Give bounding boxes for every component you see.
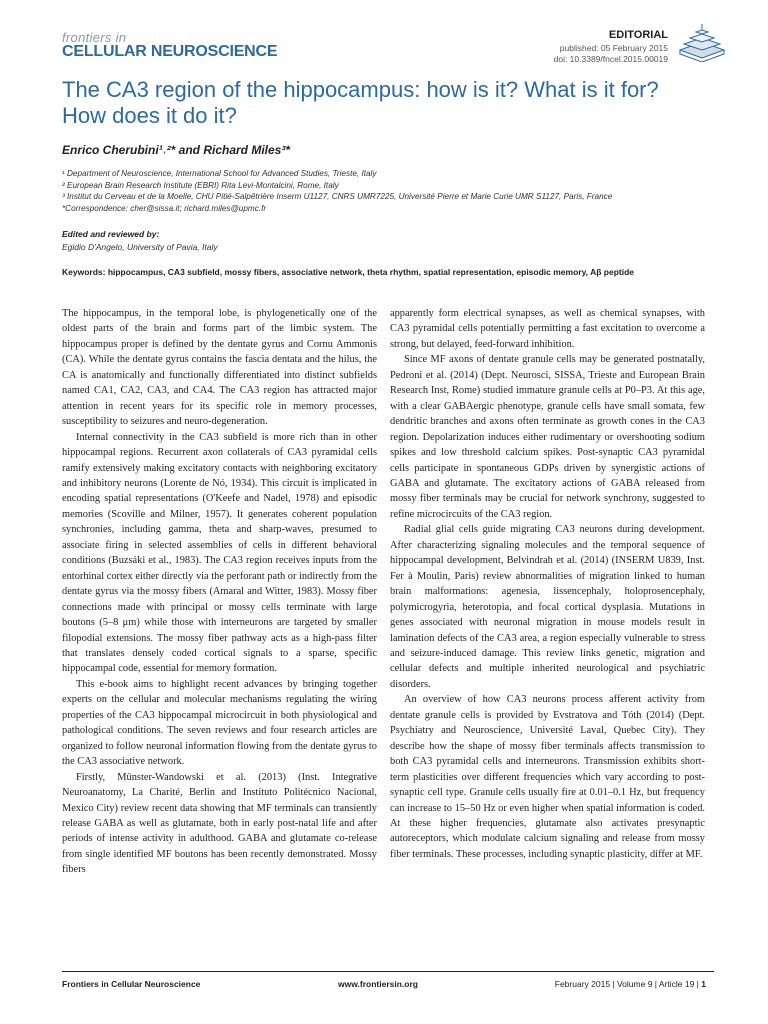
- doi: doi: 10.3389/fncel.2015.00019: [553, 54, 668, 64]
- affiliations: [62, 168, 612, 214]
- keywords: Keywords: hippocampus, CA3 subfield, mossy fibers, associative network, theta rhythm, spatial representation, episodic memory, Aβ peptide: [62, 267, 634, 277]
- article-title: The CA3 region of the hippocampus: how is it? What is it for? How does it do it?: [62, 77, 659, 128]
- affiliation-2: ² European Brain Research Institute (EBRI) Rita Levi-Montalcini, Rome, Italy: [62, 180, 339, 190]
- left-column: [62, 306, 377, 878]
- footer-issue-text: February 2015 | Volume 9 | Article 19 |: [554, 979, 699, 989]
- authors: Enrico Cherubini¹˒²* and Richard Miles³*: [62, 143, 291, 157]
- affiliation-1: ¹ Department of Neuroscience, International School for Advanced Studies, Trieste, Italy: [62, 169, 377, 178]
- paragraph: Firstly, Münster-Wandowski et al. (2013) (Inst. Integrative Neuroanatomy, La Charité, Berlin and Instituto Politécnico Nacional, Mexico City) review recent data showing that MF terminals can transiently release GABA as well as glutamate, both in early post-natal life and after periods of intense activity in adulthood. GABA and glutamate co-release from single identified MF boutons has been recently demonstrated. Mossy fibers: [62, 771, 377, 876]
- article-type: EDITORIAL: [608, 29, 668, 41]
- paragraph: The hippocampus, in the temporal lobe, is phylogenetically one of the oldest parts of the brain and forms part of the limbic system. The hippocampus proper is defined by the dentate gyrus and Cornu Ammonis (CA). While the dentate gyrus contains the fascia dentata and the hilus, the CA is anatomically and functionally differentiated into distinct subfields named CA1, CA2, CA3, and CA4. The CA3 region has attracted major attention in recent years for its specific role in memory processes, susceptibility to seizures and neuro-degeneration.: [62, 308, 377, 428]
- paragraph: An overview of how CA3 neurons process afferent activity from dentate granule cells is provided by Evstratova and Tóth (2014) (Dept. Psychiatry and Neuroscience, Université Laval, Quebec City). They describe how the shape of mossy fiber terminals affects transmission to both CA3 pyramidal cells and interneurons. Transmission exhibits short-term plasticities over different frequencies which vary according to post-synaptic cell type. Granule cells usually fire at 0.01–0.1 Hz, but frequency can increase to 15–50 Hz or even higher when spatial information is coded. At these higher frequencies, glutamate also activates presynaptic autoreceptors, which modulate calcium signaling and release from mossy fiber terminals. These processes, including synaptic plasticity, differ at MF.: [390, 694, 705, 860]
- right-column: [390, 306, 705, 862]
- footer-rule: [62, 971, 714, 972]
- footer-issue: [555, 979, 706, 989]
- journal-name-main: CELLULAR NEUROSCIENCE: [62, 43, 278, 60]
- published-date: published: 05 February 2015: [559, 43, 668, 53]
- frontiers-logo-icon: [674, 22, 730, 62]
- edited-value: Egidio D'Angelo, University of Pavia, Italy: [62, 242, 218, 252]
- paragraph: Internal connectivity in the CA3 subfield is more rich than in other hippocampal regions. Recurrent axon collaterals of CA3 pyramidal cells ramify extensively making excitatory contacts with neighboring excitatory and inhibitory neurons (Lorente de Nó, 1934). This circuit is implicated in encoding spatial representations (O'Keefe and Nadel, 1978) and episodic memories (Scoville and Milner, 1957). It generates coherent population synchronies, including gamma, theta and sharp-waves, presumed to associate firing in selected assemblies of cells in different behavioral conditions (Buzsáki et al., 1983). The CA3 region receives inputs from the entorhinal cortex either directly via the perforant path or indirectly from the dentate gyrus via the mossy fibers (Amaral and Witter, 1983). Mossy fiber connections made with principal or mossy cells terminate with large boutons (5–8 μm) while those with interneurons are targeted by smaller filopodial extensions. The mossy fiber pathway acts as a high-pass filter that translates densely coded cortical signals to a sparse, specific hippocampal code, essential for memory formation.: [62, 431, 377, 675]
- page-number: 1: [701, 979, 706, 989]
- footer-journal: Frontiers in Cellular Neuroscience: [62, 979, 201, 989]
- footer-website[interactable]: www.frontiersin.org: [338, 979, 418, 989]
- publication-info: [554, 43, 668, 65]
- paragraph: Since MF axons of dentate granule cells may be generated postnatally, Pedroni et al. (2014) (Dept. Neurosci, SISSA, Trieste and European Brain Research Inst, Rome) studied immature granule cells at P0–P3. At this age, with a clear GABAergic phenotype, granule cells have small somata, few dendritic branches and axons often terminate as growth cones in the CA3 region. Depolarization induces either rudimentary or overshooting sodium spikes and low threshold calcium spikes. Post-synaptic CA3 pyramidal cells participate in spontaneous GDPs driven by synergistic actions of GABA and glutamate. The excitatory actions of GABA released from mossy fiber terminals may be crucial for network synchrony, suggested to refine microcircuits of the CA3 region.: [390, 354, 705, 520]
- paragraph: apparently form electrical synapses, as well as chemical synapses, with CA3 pyramidal cells potentially permitting a fast excitation to overcome a strong, but delayed, feed-forward inhibition.: [390, 308, 705, 350]
- affiliation-3: ³ Institut du Cerveau et de la Moelle, CHU Pitié-Salpêtrière Inserm U1127, CNRS UMR7225, Université Pierre et Marie Curie UMR S1127, Paris, France: [62, 192, 613, 201]
- journal-name-top: frontiers in: [62, 30, 127, 45]
- edited-heading: Edited and reviewed by:: [62, 229, 160, 239]
- paragraph: This e-book aims to highlight recent advances by bringing together experts on the cellular and molecular mechanisms regulating the wiring properties of the CA3 hippocampal microcircuit in both physiological and pathological conditions. The seven reviews and four research articles are organized to follow neuronal information flowing from the dentate gyrus to the CA3 associative network.: [62, 678, 377, 768]
- paragraph: Radial glial cells guide migrating CA3 neurons during development. After characterizing signaling molecules and the temporal sequence of hippocampal development, Belvindrah et al. (2014) (INSERM U839, Inst. Fer à Moulin, Paris) review abnormalities of migration linked to human brain malformations: agenesia, lissencephaly, holoprosencephaly, polymicrogyria, heterotopia, and focal cortical dysplasia. Mutations in genes associated with neuronal migration in mouse models result in lamination defects of the CA3 area, a region especially vulnerable to stress and seizure-induced damage. This review links genetic, migration and cellular defects and multiple inherited neurological and psychiatric disorders.: [390, 524, 705, 690]
- correspondence[interactable]: *Correspondence: cher@sissa.it; richard.miles@upmc.fr: [62, 203, 267, 213]
